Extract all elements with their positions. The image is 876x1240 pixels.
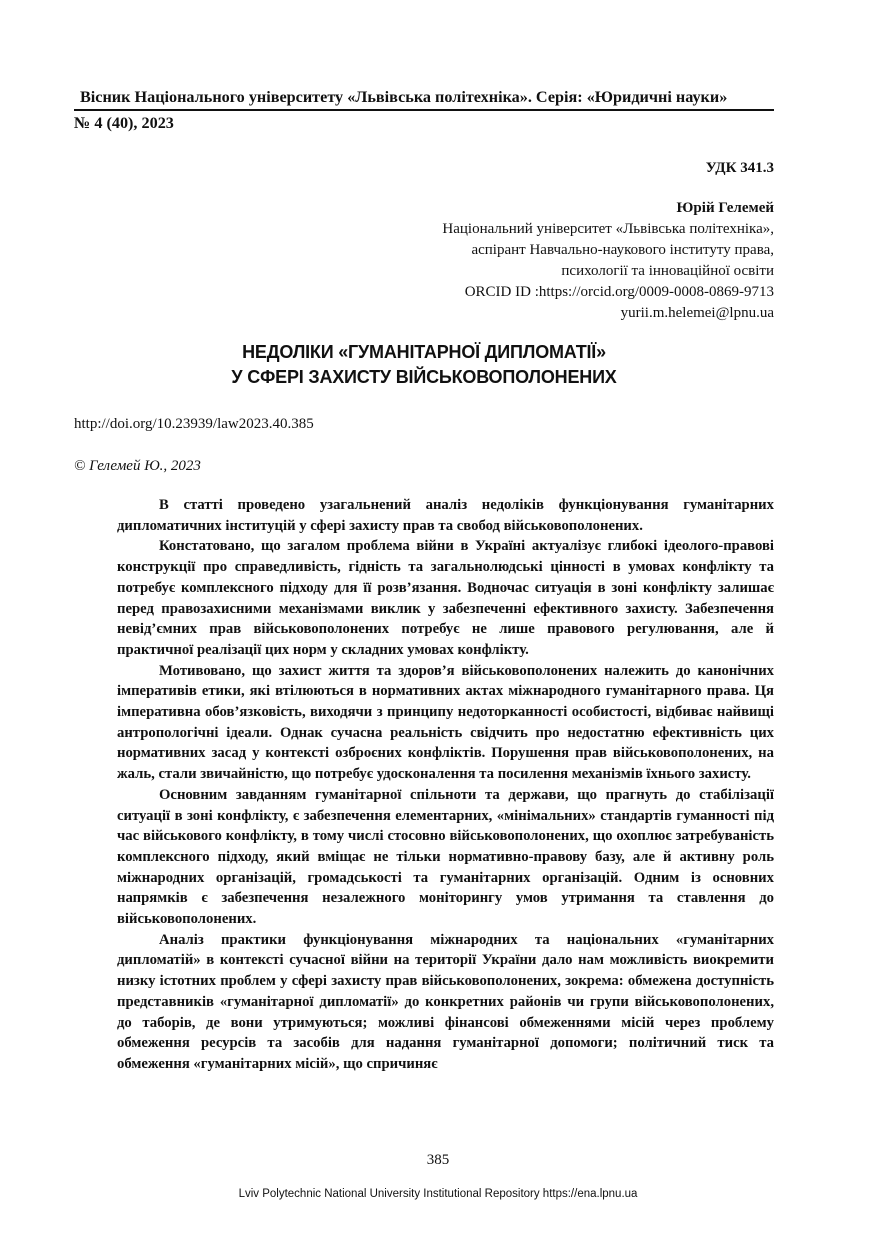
email: yurii.m.helemei@lpnu.ua bbox=[620, 305, 774, 321]
orcid: ORCID ID :https://orcid.org/0009-0008-0869-9713 bbox=[464, 284, 774, 300]
page-number: 385 bbox=[426, 1152, 450, 1168]
affiliation-line: Національний університет «Львівська політехніка», bbox=[442, 221, 774, 237]
repository-footer: Lviv Polytechnic National University Institutional Repository https://ena.lpnu.ua bbox=[238, 1188, 638, 1200]
copyright: © Гелемей Ю., 2023 bbox=[74, 458, 201, 474]
abstract-paragraph: Констатовано, що загалом проблема війни в Україні актуалізує глибокі ідеолого-правові конструкції про справедливість, гідність та загальнолюдські цінності в умовах конфлікту та потребує комплексного підходу для її розв’язання. Водночас ситуація в зоні конфлікту залишає перед правозахисними механізмами виклик у забезпеченні ефективного захисту. Забезпечення невід’ємних прав військовополонених потребує не лише правового регулювання, але й практичної реалізації цих норм у складних умовах конфлікту. bbox=[117, 538, 774, 658]
issue-number: № 4 (40), 2023 bbox=[74, 114, 174, 132]
affiliation-line: аспірант Навчально-наукового інституту права, bbox=[471, 242, 774, 258]
title-line: У СФЕРІ ЗАХИСТУ ВІЙСЬКОВОПОЛОНЕНИХ bbox=[231, 367, 617, 387]
author-name: Юрій Гелемей bbox=[676, 200, 774, 216]
doi-link[interactable]: http://doi.org/10.23939/law2023.40.385 bbox=[74, 416, 314, 432]
affiliation-line: психології та інноваційної освіти bbox=[561, 263, 774, 279]
article-title bbox=[74, 340, 774, 390]
author-block bbox=[442, 198, 774, 324]
header-rule bbox=[74, 109, 774, 111]
abstract-paragraph: В статті проведено узагальнений аналіз недоліків функціонування гуманітарних дипломатичних інституцій у сфері захисту прав та свобод військовополонених. bbox=[117, 497, 774, 534]
journal-title: Вісник Національного університету «Львівська політехніка». Серія: «Юридичні науки» bbox=[80, 88, 728, 106]
title-line: НЕДОЛІКИ «ГУМАНІТАРНОЇ ДИПЛОМАТІЇ» bbox=[242, 342, 606, 362]
udk-code: УДК 341.3 bbox=[705, 160, 774, 176]
abstract-paragraph: Основним завданням гуманітарної спільноти та держави, що прагнуть до стабілізації ситуації в зоні конфлікту, є забезпечення елементарних, «мінімальних» стандартів гуманності під час військового конфлікту, в тому числі стосовно військовополонених, що охоплює затребуваність комплексного підходу, який вміщає не тільки нормативно-правову базу, але й активну роль міжнародних організацій, громадськості та гуманітарних організацій. Одним із основних напрямків є забезпечення незалежного моніторингу умов утримання та ставлення до військовополонених. bbox=[117, 786, 774, 928]
abstract bbox=[117, 495, 774, 1075]
abstract-paragraph: Аналіз практики функціонування міжнародних та національних «гуманітарних дипломатій» в контексті сучасної війни на території України дало нам можливість виокремити низку істотних проблем у сфері захисту прав військовополонених, зокрема: обмежена доступність представників «гуманітарної дипломатії» до конкретних районів чи групи військовополонених, до таборів, де вони утримуються; можливі фінансові обмеженнями місій через проблему обмеження ресурсів та засобів для надання гуманітарної допомоги; політичний тиск та обмеження «гуманітарних місій», що спричиняє bbox=[117, 931, 774, 1072]
abstract-paragraph: Мотивовано, що захист життя та здоров’я військовополонених належить до канонічних імперативів етики, які втілюються в нормативних актах міжнародного гуманітарного права. Ця імперативна обов’язковість, виходячи з принципу недоторканності особистості, відбиває найвищі антропологічні ідеали. Однак сучасна реальність свідчить про недостатню ефективність цих нормативних засад у контексті озброєних конфліктів. Порушення прав військовополонених, на жаль, стали звичайністю, що потребує удосконалення та посилення механізмів їхнього захисту. bbox=[117, 662, 774, 783]
